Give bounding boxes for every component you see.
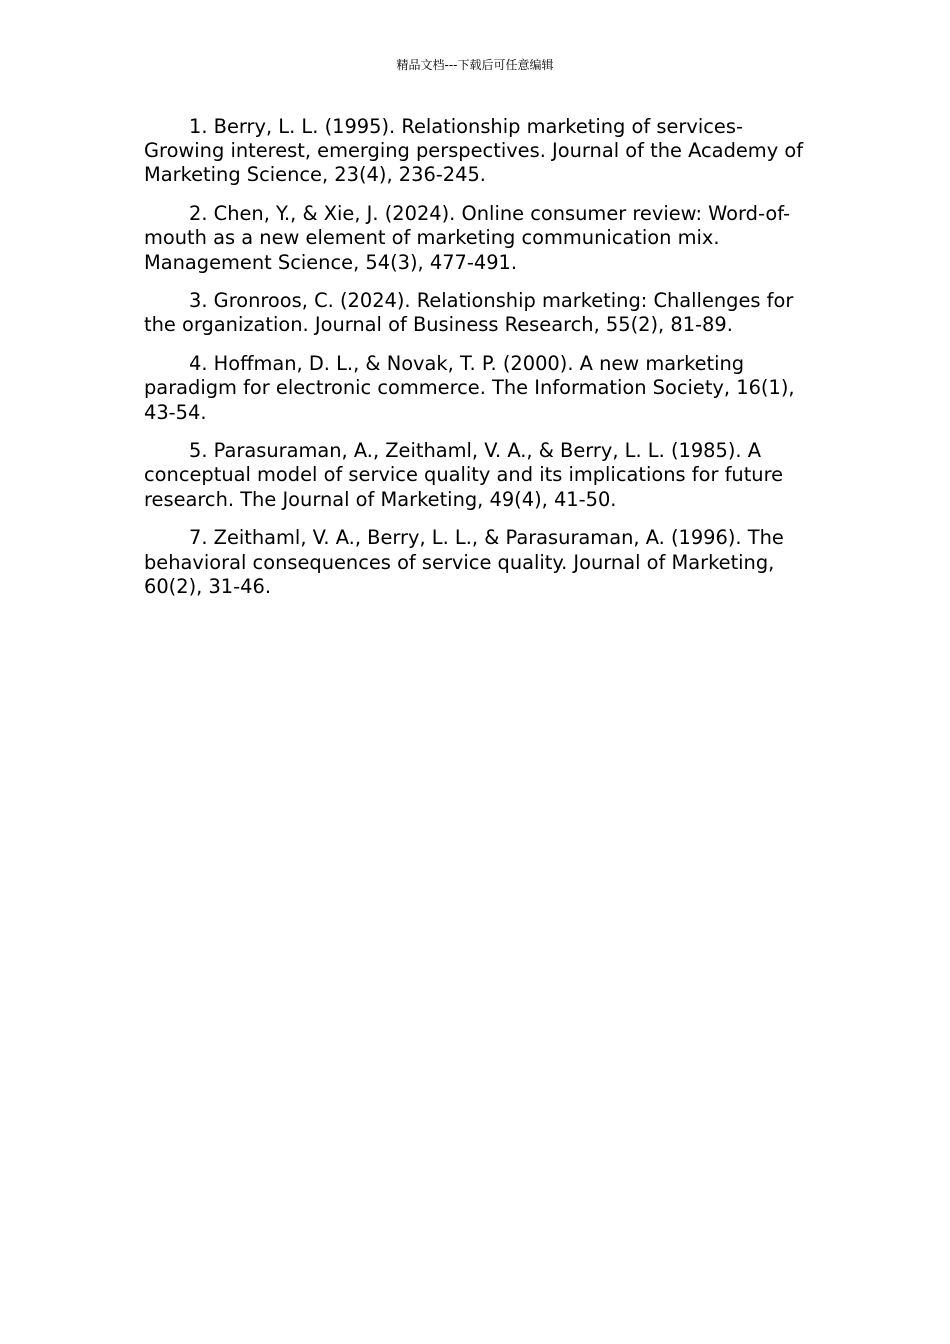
reference-item: 3. Gronroos, C. (2024). Relationship marketing: Challenges for the organization. Journal of Business Research, 55(2), 81-89. [144, 289, 794, 337]
page-header: 精品文档---下载后可任意编辑 [396, 58, 554, 72]
reference-item: 2. Chen, Y., & Xie, J. (2024). Online consumer review: Word-of-mouth as a new element of marketing communication mix. Management Science, 54(3), 477-491. [144, 202, 790, 274]
reference-item: 4. Hoffman, D. L., & Novak, T. P. (2000). A new marketing paradigm for electronic commerce. The Information Society, 16(1), 43-54. [144, 352, 795, 424]
reference-item: 7. Zeithaml, V. A., Berry, L. L., & Parasuraman, A. (1996). The behavioral consequences of service quality. Journal of Marketing, 60(2), 31-46. [144, 526, 784, 598]
reference-item: 1. Berry, L. L. (1995). Relationship marketing of services-Growing interest, emerging perspectives. Journal of the Academy of Marketing Science, 23(4), 236-245. [144, 115, 804, 187]
reference-item: 5. Parasuraman, A., Zeithaml, V. A., & Berry, L. L. (1985). A conceptual model of service quality and its implications for future research. The Journal of Marketing, 49(4), 41-50. [144, 439, 784, 511]
reference-list [144, 115, 812, 613]
